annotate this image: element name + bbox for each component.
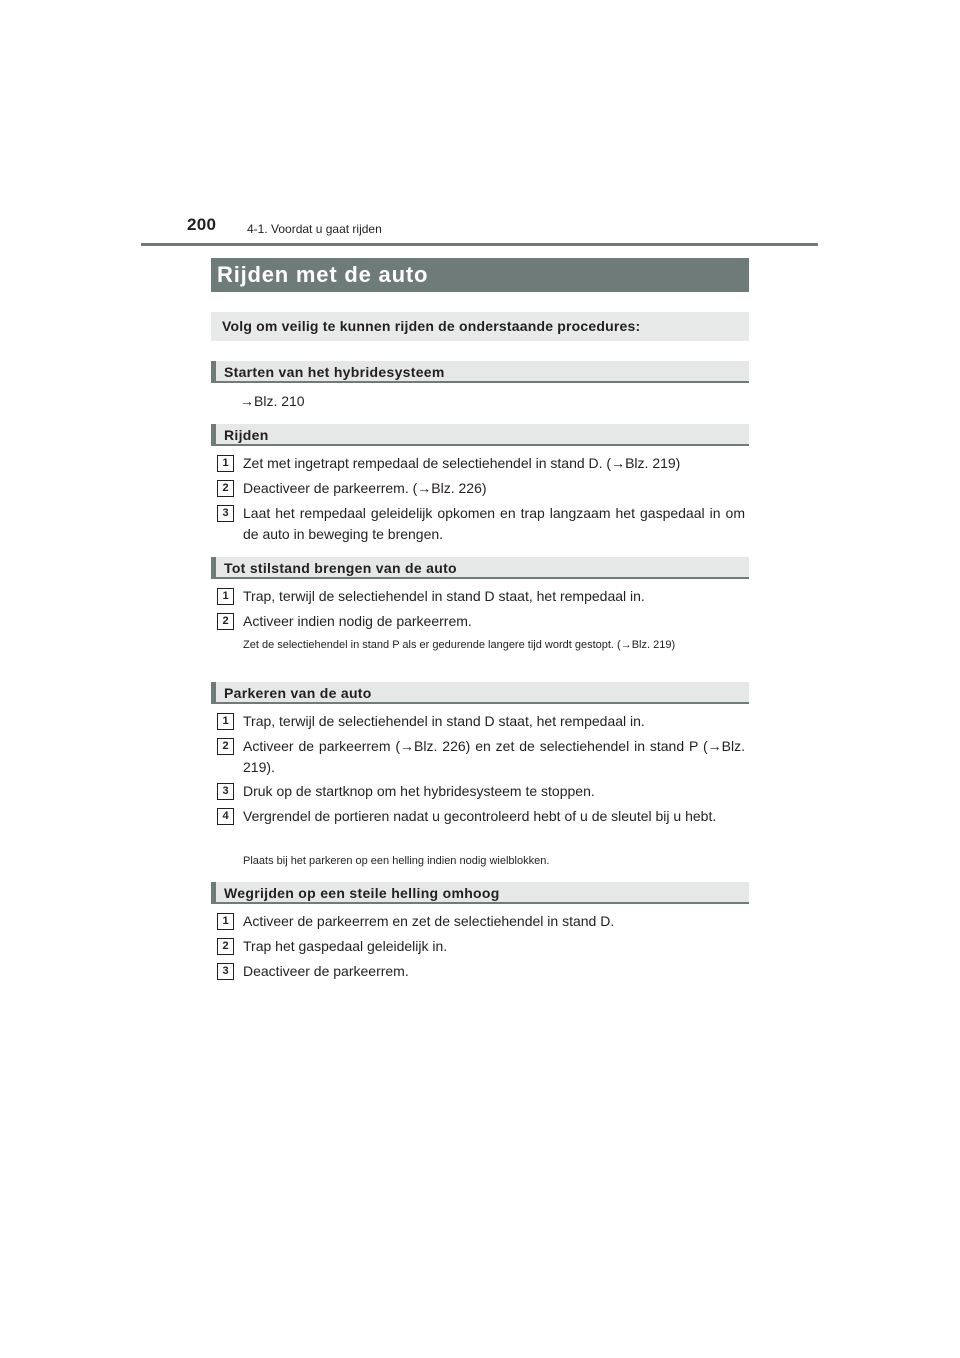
step-number: 3 xyxy=(217,505,234,522)
step-number: 3 xyxy=(217,963,234,980)
title-bar xyxy=(211,258,749,292)
step-text: Druk op de startknop om het hybridesysteem te stoppen. xyxy=(243,783,595,799)
step-number: 2 xyxy=(217,938,234,955)
note-text: Plaats bij het parkeren op een helling indien nodig wielblokken. xyxy=(243,855,550,867)
page-number: 200 xyxy=(187,215,217,234)
step-number: 3 xyxy=(217,783,234,800)
step-number: 1 xyxy=(217,455,234,472)
step-text: Deactiveer de parkeerrem. xyxy=(243,963,409,979)
page-title: Rijden met de auto xyxy=(217,262,429,287)
intro-box xyxy=(211,312,749,341)
step-text: Activeer indien nodig de parkeerrem. xyxy=(243,613,472,629)
section-heading-label: Starten van het hybridesysteem xyxy=(224,364,445,380)
section-heading-label: Wegrijden op een steile helling omhoog xyxy=(224,885,500,901)
step-text: Zet met ingetrapt rempedaal de selectiehendel in stand D. (→Blz. 219) xyxy=(243,455,681,471)
step-text: Activeer de parkeerrem en zet de selectiehendel in stand D. xyxy=(243,913,615,929)
header-rule xyxy=(141,243,818,246)
step-number: 2 xyxy=(217,480,234,497)
step-number: 1 xyxy=(217,588,234,605)
section-heading-stop xyxy=(211,557,749,579)
step-text: Trap, terwijl de selectiehendel in stand D staat, het rempedaal in. xyxy=(243,588,645,604)
section-heading-start xyxy=(211,361,749,383)
section-heading-label: Rijden xyxy=(224,427,269,443)
step-number: 2 xyxy=(217,738,234,755)
step-text: Trap, terwijl de selectiehendel in stand D staat, het rempedaal in. xyxy=(243,713,645,729)
step-text: Deactiveer de parkeerrem. (→Blz. 226) xyxy=(243,480,487,496)
step-text: Activeer de parkeerrem (→Blz. 226) en zet de selectiehendel in stand P (→Blz. 219). xyxy=(243,738,745,775)
step-text: Vergrendel de portieren nadat u gecontroleerd hebt of u de sleutel bij u hebt. xyxy=(243,808,717,824)
step-number: 1 xyxy=(217,713,234,730)
section-heading-label: Parkeren van de auto xyxy=(224,685,372,701)
step-text: Laat het rempedaal geleidelijk opkomen en trap langzaam het gaspedaal in om de auto in beweging te brengen. xyxy=(243,505,745,542)
note-text: Zet de selectiehendel in stand P als er gedurende langere tijd wordt gestopt. (→Blz. 219) xyxy=(243,639,676,651)
step-number: 1 xyxy=(217,913,234,930)
step-number: 4 xyxy=(217,808,234,825)
page-reference: →Blz. 210 xyxy=(240,393,305,409)
section-heading-hill xyxy=(211,882,749,904)
step-text: Trap het gaspedaal geleidelijk in. xyxy=(243,938,448,954)
section-heading-park xyxy=(211,682,749,704)
step-number: 2 xyxy=(217,613,234,630)
section-heading-label: Tot stilstand brengen van de auto xyxy=(224,560,457,576)
intro-text: Volg om veilig te kunnen rijden de onderstaande procedures: xyxy=(222,318,641,334)
section-path: 4-1. Voordat u gaat rijden xyxy=(247,222,382,236)
section-heading-drive xyxy=(211,424,749,446)
